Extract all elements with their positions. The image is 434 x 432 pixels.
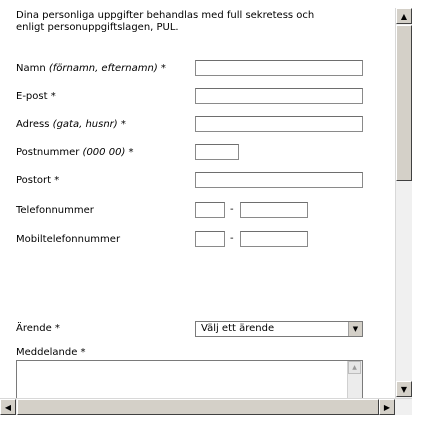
address-required-mark: * [117, 119, 126, 130]
errand-select-value: Välj ett ärende [201, 323, 275, 334]
scrollbar-corner [412, 398, 434, 415]
city-label [16, 175, 59, 186]
vertical-scroll-thumb[interactable] [396, 25, 412, 181]
errand-select[interactable] [195, 321, 363, 337]
name-required-mark: * [157, 63, 166, 74]
scroll-down-icon[interactable]: ▼ [396, 381, 412, 397]
address-input[interactable] [195, 116, 363, 132]
message-label [16, 347, 86, 358]
postal-code-label [16, 147, 134, 158]
mobile-label-text: Mobiltelefonnummer [16, 234, 121, 245]
phone-number-input[interactable] [240, 202, 308, 218]
address-label [16, 119, 126, 130]
scroll-right-icon[interactable]: ▶ [379, 399, 395, 415]
message-textarea[interactable] [16, 360, 363, 398]
postal-code-input[interactable] [195, 144, 239, 160]
name-input[interactable] [195, 60, 363, 76]
privacy-notice-line2: enligt personuppgiftslagen, PUL. [16, 22, 179, 33]
message-required-mark: * [77, 347, 86, 358]
name-label-hint: (förnamn, efternamn) [48, 63, 158, 74]
mobile-separator: - [230, 233, 234, 244]
postal-code-label-text: Postnummer [16, 147, 80, 158]
city-label-text: Postort [16, 175, 52, 186]
phone-label-text: Telefonnummer [16, 205, 94, 216]
page-vertical-scrollbar[interactable] [395, 8, 412, 398]
privacy-notice [16, 10, 376, 34]
horizontal-scroll-thumb[interactable] [17, 399, 379, 415]
email-label-text: E-post [16, 91, 48, 102]
errand-label [16, 323, 60, 334]
mobile-label [16, 234, 120, 245]
postal-code-label-hint: (000 00) [82, 147, 126, 158]
address-label-hint: (gata, husnr) [52, 119, 118, 130]
name-label-text: Namn [16, 63, 46, 74]
name-label [16, 63, 166, 74]
email-label [16, 91, 56, 102]
mobile-number-input[interactable] [240, 231, 308, 247]
message-scrollbar[interactable] [347, 361, 362, 398]
email-required-mark: * [47, 91, 56, 102]
errand-required-mark: * [51, 323, 60, 334]
errand-label-text: Ärende [16, 323, 52, 334]
city-required-mark: * [51, 175, 60, 186]
page-horizontal-scrollbar[interactable] [0, 398, 412, 415]
phone-separator: - [230, 204, 234, 215]
message-scroll-up-icon[interactable]: ▲ [348, 361, 361, 374]
message-label-text: Meddelande [16, 347, 78, 358]
email-input[interactable] [195, 88, 363, 104]
phone-area-code-input[interactable] [195, 202, 225, 218]
city-input[interactable] [195, 172, 363, 188]
postal-code-required-mark: * [125, 147, 134, 158]
scroll-up-icon[interactable]: ▲ [396, 8, 412, 24]
chevron-down-icon[interactable]: ▼ [348, 322, 362, 336]
scroll-left-icon[interactable]: ◀ [0, 399, 16, 415]
address-label-text: Adress [16, 119, 50, 130]
phone-label [16, 205, 94, 216]
mobile-area-code-input[interactable] [195, 231, 225, 247]
privacy-notice-line1: Dina personliga uppgifter behandlas med full sekretess och [16, 10, 315, 21]
